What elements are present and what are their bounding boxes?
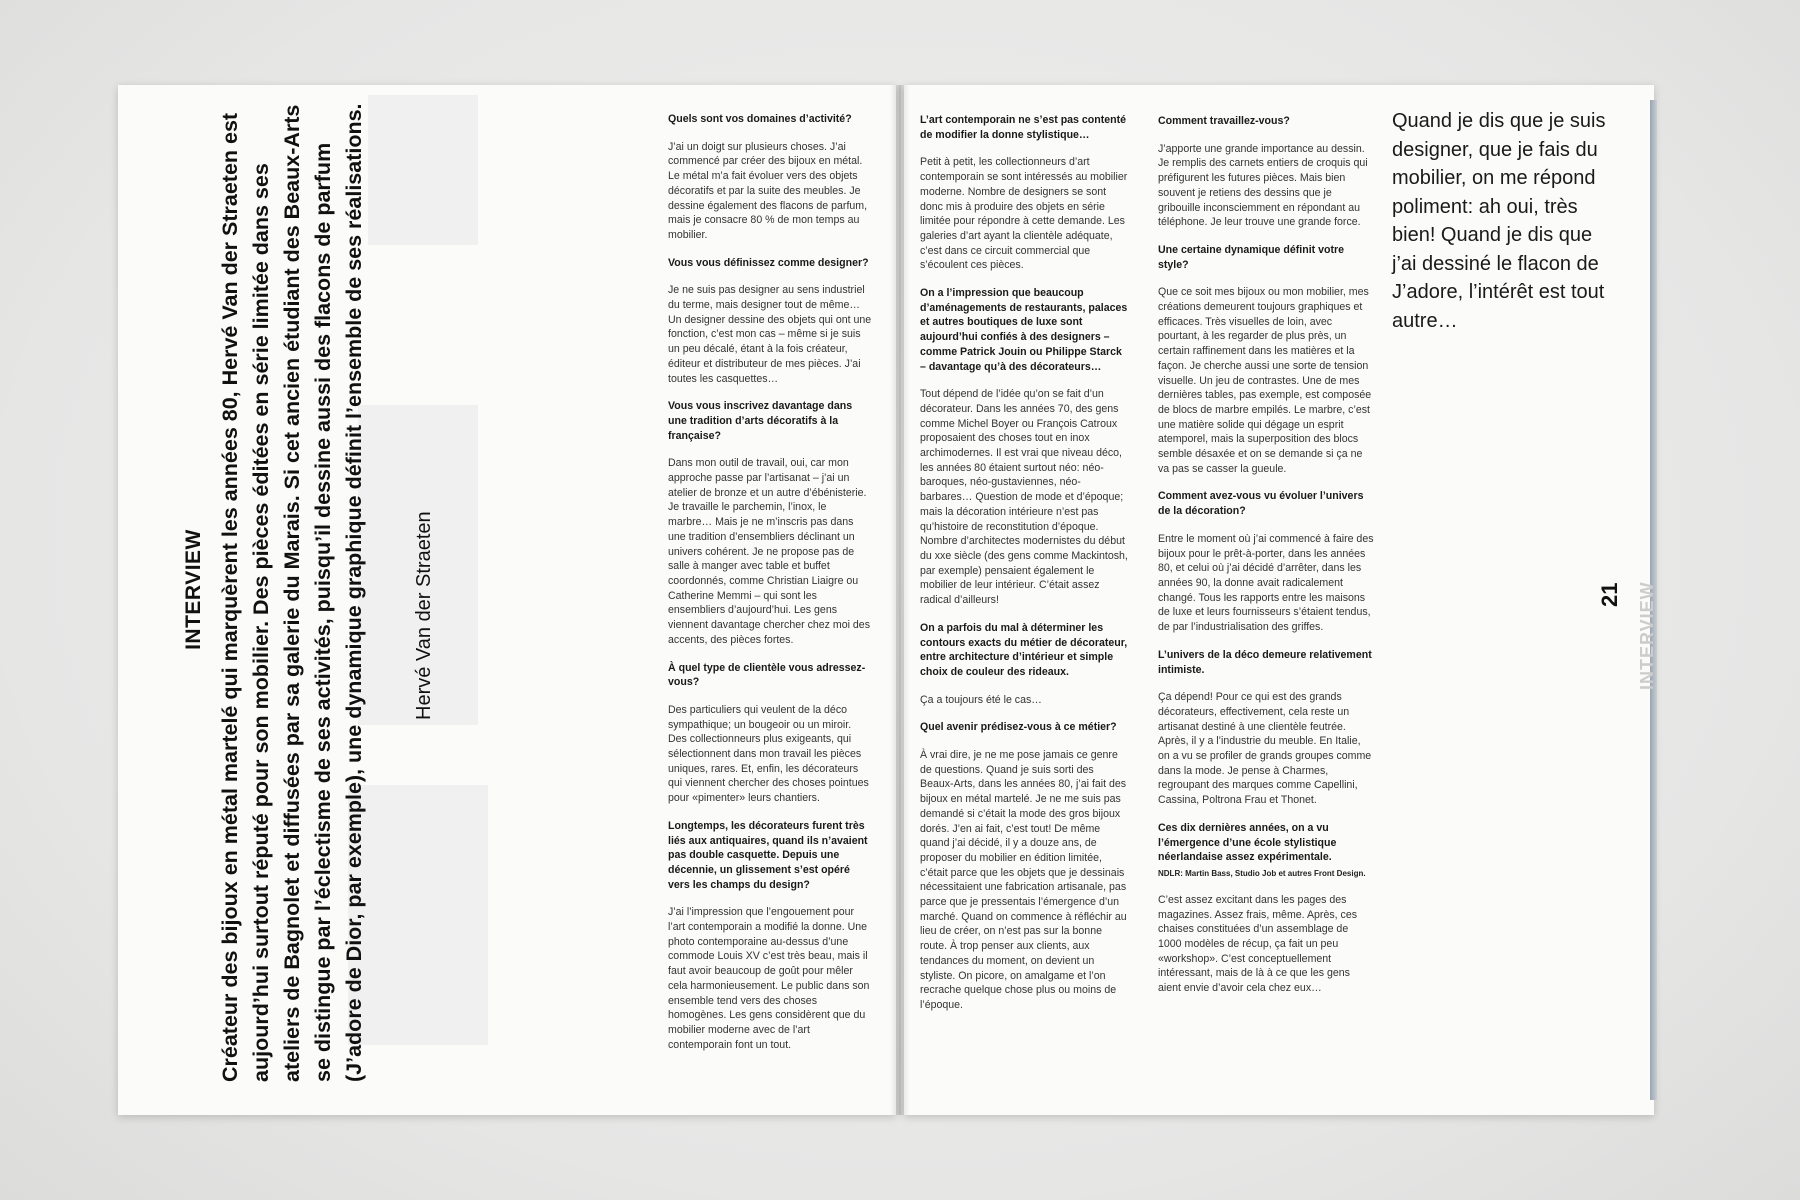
interview-question: Longtemps, les décorateurs furent très liés aux antiquaires, quand ils n’avaient pas double casquette. Depuis une décennie, un glissement s’est opéré vers les champs du design?: [668, 819, 868, 891]
interview-question: Comment avez-vous vu évoluer l’univers de la décoration?: [1158, 490, 1364, 518]
interview-column-left: [668, 112, 872, 1065]
interview-question: Ces dix dernières années, on a vu l’émergence d’une école stylistique néerlandaise assez expérimentale.: [1158, 821, 1337, 864]
interview-question: L’univers de la déco demeure relativement intimiste.: [1158, 648, 1372, 676]
show-through-image: [368, 95, 478, 245]
interview-answer: Que ce soit mes bijoux ou mon mobilier, mes créations demeurent toujours graphiques et efficaces. Très visuelles de loin, avec pourtant, à les regarder de plus près, un certain raffinement dans les matières et la façon. Je cherche aussi une sorte de tension visuelle. Un jeu de contrastes. Une de mes dernières tables, pas exemple, est composée de blocs de marbre empilés. Le marbre, c’est une matière solide qui dégage un esprit atemporel, mais la superposition des blocs semble désaxée et on se demande si ça ne va pas se casser la gueule.: [1158, 286, 1372, 475]
interview-question: Quels sont vos domaines d’activité?: [668, 113, 852, 125]
section-tab-show-through: INTERVIEW: [1637, 581, 1657, 690]
section-label: INTERVIEW: [182, 529, 205, 650]
interview-answer: Tout dépend de l’idée qu’on se fait d’un décorateur. Dans les années 70, des gens comme Michel Boyer ou François Catroux proposaient des choses tout en inox archimodernes. Il est vrai que niveau déco, les années 80 étaient surtout néo: néo-baroques, néo-gustaviennes, néo-barbares… Question de mode et d’époque; mais la décoration intérieure n’est pas qu’histoire de reconstitution d’époque. Nombre d’architectes modernistes du début du xxe siècle (des gens comme Mackintosh, par exemple) pensaient également le mobilier de leur intérieur. C’était assez radical d’ailleurs!: [920, 388, 1128, 607]
interview-question: On a l’impression que beaucoup d’aménagements de restaurants, palaces et autres boutiques de luxe sont aujourd’hui confiés à des designers – comme Patrick Jouin ou Philippe Starck – davantage qu’à des décorateurs…: [920, 287, 1128, 373]
spine-shadow: [890, 85, 910, 1115]
interview-question: Quel avenir prédisez-vous à ce métier?: [920, 721, 1117, 734]
editor-note: NDLR: Martin Bass, Studio Job et autres Front Design.: [1158, 868, 1366, 878]
interview-question: Une certaine dynamique définit votre style?: [1158, 243, 1345, 271]
interview-column-right-b: [1158, 114, 1374, 1009]
intro-block: [178, 97, 370, 1082]
interview-question: À quel type de clientèle vous adressez-vous?: [668, 661, 866, 689]
interview-answer: Des particuliers qui veulent de la déco sympathique; un bougeoir ou un miroir. Des collectionneurs plus exigeants, qui sélectionnent dans mon travail les pièces uniques, rares. Et, enfin, les décorateurs qui viennent chercher des choses pointues pour «pimenter» leurs chantiers.: [668, 703, 869, 805]
interview-answer: C’est assez excitant dans les pages des magazines. Assez frais, même. Après, ces chaises constituées d’un assemblage de 1000 modèles de récup, ça fait un peu «workshop». C’est conceptuellement intéressant, mais de là à ce que les gens aient envie d’avoir cela chez eux…: [1158, 893, 1358, 995]
interview-answer: Je ne suis pas designer au sens industriel du terme, mais designer tout de même… Un designer dessine des objets qui ont une fonction, c’est mon cas – même si je suis un peu décalé, étant à la fois créateur, éditeur et distributeur de mes pièces. J’ai toutes les casquettes…: [668, 284, 872, 385]
interview-answer: J’ai l’impression que l’engouement pour l’art contemporain a modifié la donne. Une photo contemporaine au-dessus d’une commode Louis XV c’est très beau, mais il faut avoir beaucoup de goût pour mêler cela harmonieusement. Le public dans son ensemble tend vers des choses homogènes. Les gens considèrent que du mobilier moderne avec de l’art contemporain font un tout.: [668, 906, 870, 1051]
lead-paragraph: Créateur des bijoux en métal martelé qui marquèrent les années 80, Hervé Van der Straeten est aujourd’hui surtout réputé pour son mobilier. Des pièces éditées en série limitée dans ses ateliers de Bagnolet et diffusées par sa galerie du Marais. Si cet ancien étudiant des Beaux-Arts se distingue par l’éclectisme de ses activités, puisqu’il dessine aussi des flacons de parfum (J’adore de Dior, par exemple), une dynamique graphique définit l’ensemble de ses réalisations.: [218, 103, 366, 1082]
interview-answer: Entre le moment où j’ai commencé à faire des bijoux pour le prêt-à-porter, dans les années 80, et celui où j’ai décidé d’arrêter, dans les années 90, la donne avait radicalement changé. Tous les rapports entre les maisons de luxe et leurs fournisseurs s’étaient tendus, de par l’industrialisation des griffes.: [1158, 532, 1374, 634]
interview-question: On a parfois du mal à déterminer les contours exacts du métier de décorateur, entre architecture d’intérieur et simple choix de couleur des rideaux.: [920, 621, 1128, 678]
interviewee-name: Hervé Van der Straeten: [413, 511, 435, 720]
interview-answer: J’ai un doigt sur plusieurs choses. J’ai commencé par créer des bijoux en métal. Le métal m’a fait évoluer vers des objets décoratifs et par la suite des meubles. Je dessine également des flacons de parfum, mais je consacre 80 % de mon temps au mobilier.: [668, 140, 868, 241]
interview-question: Vous vous inscrivez davantage dans une tradition d’arts décoratifs à la française?: [668, 400, 853, 442]
pull-quote: Quand je dis que je suis designer, que je fais du mobilier, on me répond poliment: ah oui, très bien! Quand je dis que j’ai dessiné le flacon de J’adore, l’intérêt est tout autre…: [1392, 110, 1606, 332]
interview-answer: Dans mon outil de travail, oui, car mon approche passe par l’artisanat – j’ai un atelier de bronze et un autre d’ébénisterie. Je travaille le parchemin, l’inox, le marbre… Mais je ne m’inscris pas dans une tradition d’ensembliers déclinant un univers cohérent. Je ne propose pas de salle à manger avec table et buffet coordonnés, comme Christian Liaigre ou Catherine Memmi – qui sont les ensembliers d’aujourd’hui. Les gens viennent davantage chercher chez moi des accents, des pièces fortes.: [668, 457, 870, 646]
interview-question: Comment travaillez-vous?: [1158, 115, 1290, 127]
interview-answer: Ça dépend! Pour ce qui est des grands décorateurs, effectivement, cela reste un artisanat destiné à une clientèle feutrée. Après, il y a l’industrie du meuble. En Italie, on a vu se profiler de grands groupes comme dans la mode. Je pense à Charmes, regroupant des marques comme Capellini, Cassina, Poltrona Frau et Thonet.: [1158, 691, 1372, 807]
page-number: 21: [1597, 582, 1622, 607]
interview-answer: Petit à petit, les collectionneurs d’art contemporain se sont intéressés au mobilier moderne. Nombre de designers se sont donc mis à produire des objets en série limitée pour répondre à cette demande. Les galeries d’art ayant la clientèle adéquate, c’est dans ce circuit commercial que s’écoulent ces pièces.: [920, 156, 1128, 272]
interview-question: L’art contemporain ne s’est pas contenté de modifier la donne stylistique…: [920, 114, 1127, 141]
interview-answer: À vrai dire, je ne me pose jamais ce genre de questions. Quand je suis sorti des Beaux-Arts, dans les années 80, j’ai fait des bijoux en métal martelé. Je ne me suis pas demandé si c’était la mode des gros bijoux dorés. J’en ai fait, c’est tout! De même quand j’ai décidé, il y a douze ans, de proposer du mobilier en édition limitée, c’était parce que les objets que je dessinais nécessitaient une fabrication artisanale, pas parce que je pressentais l’émergence d’un marché. Quand on commence à réfléchir au lieu de créer, on n’est pas sur la bonne route. À trop penser aux clients, aux tendances du moment, on devient un styliste. On picore, on amalgame et l’on recrache quelque chose plus ou moins de l’époque.: [920, 749, 1127, 1011]
interview-answer: J’apporte une grande importance au dessin. Je remplis des carnets entiers de croquis qui préfigurent les futures pièces. Mais bien souvent je retiens des dessins que je gribouille inconsciemment en répondant au téléphone. Je leur trouve une grande force.: [1158, 142, 1368, 229]
interview-question: Vous vous définissez comme designer?: [668, 256, 869, 269]
interview-column-right-a: [920, 113, 1130, 1026]
interview-answer: Ça a toujours été le cas…: [920, 693, 1042, 706]
